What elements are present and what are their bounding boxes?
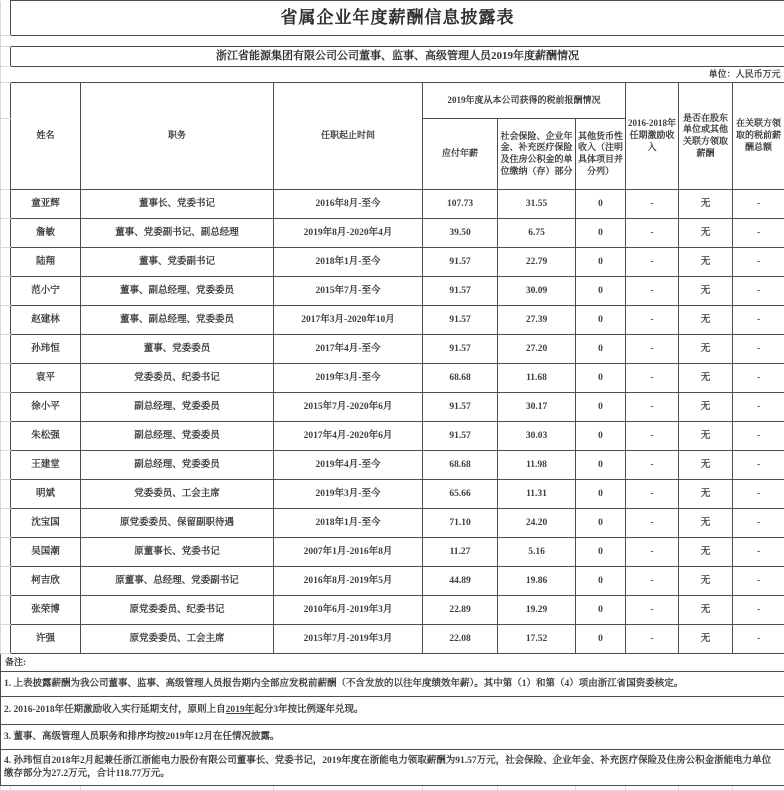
cell-related-total: - bbox=[733, 248, 784, 277]
cell-social-insurance: 17.52 bbox=[498, 625, 576, 654]
table-row bbox=[1, 277, 784, 306]
cell-term-incentive: - bbox=[626, 306, 679, 335]
cell-annual-salary: 91.57 bbox=[423, 248, 498, 277]
cell-position: 党委委员、工会主席 bbox=[81, 480, 274, 509]
page-title: 省属企业年度薪酬信息披露表 bbox=[11, 1, 784, 36]
cell-term-incentive: - bbox=[626, 393, 679, 422]
cell-position: 原党委委员、工会主席 bbox=[81, 625, 274, 654]
cell-annual-salary: 11.27 bbox=[423, 538, 498, 567]
sheet-margin-cell bbox=[1, 364, 11, 393]
cell-term-incentive: - bbox=[626, 451, 679, 480]
sheet-margin-cell bbox=[1, 67, 11, 83]
cell-term-incentive: - bbox=[626, 538, 679, 567]
note-1: 1. 上表披露薪酬为我公司董事、监事、高级管理人员报告期内全部应发税前薪酬（不含发放的以往年度绩效年薪）。其中第（1）和第（4）项由浙江省国资委核定。 bbox=[1, 672, 784, 697]
cell-position: 副总经理、党委委员 bbox=[81, 422, 274, 451]
cell-tenure: 2015年7月-2019年3月 bbox=[274, 625, 423, 654]
cell-shareholder-pay: 无 bbox=[679, 190, 733, 219]
cell-term-incentive: - bbox=[626, 596, 679, 625]
cell-other-income: 0 bbox=[576, 335, 626, 364]
cell-shareholder-pay: 无 bbox=[679, 538, 733, 567]
cell-related-total: - bbox=[733, 335, 784, 364]
cell-name: 陆翔 bbox=[11, 248, 81, 277]
cell-annual-salary: 68.68 bbox=[423, 451, 498, 480]
cell-other-income: 0 bbox=[576, 480, 626, 509]
cell-name: 柯吉欣 bbox=[11, 567, 81, 596]
cell-name: 童亚辉 bbox=[11, 190, 81, 219]
table-row bbox=[1, 480, 784, 509]
cell-tenure: 2015年7月-2020年6月 bbox=[274, 393, 423, 422]
cell-shareholder-pay: 无 bbox=[679, 509, 733, 538]
col-header-shareholder-pay: 是否在股东单位或其他关联方领取薪酬 bbox=[679, 83, 733, 190]
cell-tenure: 2017年4月-至今 bbox=[274, 335, 423, 364]
sheet-margin-cell bbox=[1, 538, 11, 567]
cell-term-incentive: - bbox=[626, 625, 679, 654]
sheet-margin-cell bbox=[1, 190, 11, 219]
note-2-pre: 2. 2016-2018年任期激励收入实行延期支付，原则上自 bbox=[4, 705, 226, 715]
sheet-margin-cell bbox=[1, 480, 11, 509]
cell-social-insurance: 19.29 bbox=[498, 596, 576, 625]
cell-tenure: 2019年3月-至今 bbox=[274, 480, 423, 509]
cell-social-insurance: 5.16 bbox=[498, 538, 576, 567]
cell-annual-salary: 91.57 bbox=[423, 277, 498, 306]
sheet-margin-cell bbox=[1, 422, 11, 451]
cell-shareholder-pay: 无 bbox=[679, 480, 733, 509]
cell-related-total: - bbox=[733, 451, 784, 480]
cell-shareholder-pay: 无 bbox=[679, 219, 733, 248]
cell-social-insurance: 30.03 bbox=[498, 422, 576, 451]
cell-position: 原董事、总经理、党委副书记 bbox=[81, 567, 274, 596]
cell-shareholder-pay: 无 bbox=[679, 596, 733, 625]
cell-name: 詹敏 bbox=[11, 219, 81, 248]
cell-tenure: 2016年8月-2019年5月 bbox=[274, 567, 423, 596]
cell-term-incentive: - bbox=[626, 509, 679, 538]
table-row bbox=[1, 248, 784, 277]
sheet-margin-cell bbox=[1, 335, 11, 364]
cell-related-total: - bbox=[733, 190, 784, 219]
cell-other-income: 0 bbox=[576, 364, 626, 393]
sheet-margin-cell bbox=[1, 393, 11, 422]
cell-social-insurance: 19.86 bbox=[498, 567, 576, 596]
cell-related-total: - bbox=[733, 422, 784, 451]
cell-shareholder-pay: 无 bbox=[679, 335, 733, 364]
cell-shareholder-pay: 无 bbox=[679, 277, 733, 306]
cell-related-total: - bbox=[733, 538, 784, 567]
cell-name: 朱松强 bbox=[11, 422, 81, 451]
cell-position: 原董事长、党委书记 bbox=[81, 538, 274, 567]
sheet-margin-cell bbox=[1, 451, 11, 480]
cell-tenure: 2007年1月-2016年8月 bbox=[274, 538, 423, 567]
cell-tenure: 2019年3月-至今 bbox=[274, 364, 423, 393]
cell-other-income: 0 bbox=[576, 625, 626, 654]
sheet-margin-cell bbox=[1, 219, 11, 248]
cell-social-insurance: 30.09 bbox=[498, 277, 576, 306]
cell-shareholder-pay: 无 bbox=[679, 625, 733, 654]
cell-term-incentive: - bbox=[626, 335, 679, 364]
col-header-social-insurance: 社会保险、企业年金、补充医疗保险及住房公积金的单位缴纳（存）部分 bbox=[498, 119, 576, 190]
cell-tenure: 2017年4月-2020年6月 bbox=[274, 422, 423, 451]
col-header-tenure: 任职起止时间 bbox=[274, 83, 423, 190]
cell-annual-salary: 91.57 bbox=[423, 335, 498, 364]
next-sheet-row bbox=[1, 786, 784, 791]
cell-related-total: - bbox=[733, 567, 784, 596]
cell-related-total: - bbox=[733, 306, 784, 335]
cell-tenure: 2016年8月-至今 bbox=[274, 190, 423, 219]
cell-annual-salary: 22.89 bbox=[423, 596, 498, 625]
cell-term-incentive: - bbox=[626, 480, 679, 509]
sheet-margin-cell bbox=[1, 509, 11, 538]
col-header-position: 职务 bbox=[81, 83, 274, 190]
cell-annual-salary: 91.57 bbox=[423, 306, 498, 335]
cell-shareholder-pay: 无 bbox=[679, 393, 733, 422]
cell-social-insurance: 24.20 bbox=[498, 509, 576, 538]
table-row bbox=[1, 509, 784, 538]
col-header-related-total: 在关联方领取的税前薪酬总额 bbox=[733, 83, 784, 190]
cell-name: 赵建林 bbox=[11, 306, 81, 335]
cell-term-incentive: - bbox=[626, 248, 679, 277]
cell-shareholder-pay: 无 bbox=[679, 248, 733, 277]
cell-position: 党委委员、纪委书记 bbox=[81, 364, 274, 393]
cell-related-total: - bbox=[733, 219, 784, 248]
cell-related-total: - bbox=[733, 393, 784, 422]
table-row bbox=[1, 451, 784, 480]
cell-related-total: - bbox=[733, 480, 784, 509]
note-4: 4. 孙玮恒自2018年2月起兼任浙江浙能电力股份有限公司董事长、党委书记，2019年度在浙能电力领取薪酬为91.57万元，社会保险、企业年金、补充医疗保险及住房公积金浙能电力单位缴存部分为27.2万元，合计118.77万元。 bbox=[1, 750, 784, 786]
cell-shareholder-pay: 无 bbox=[679, 451, 733, 480]
cell-position: 原党委委员、保留副职待遇 bbox=[81, 509, 274, 538]
cell-tenure: 2019年4月-至今 bbox=[274, 451, 423, 480]
cell-other-income: 0 bbox=[576, 596, 626, 625]
cell-annual-salary: 39.50 bbox=[423, 219, 498, 248]
cell-term-incentive: - bbox=[626, 422, 679, 451]
note-2 bbox=[1, 697, 784, 725]
cell-position: 董事、党委委员 bbox=[81, 335, 274, 364]
cell-name: 明斌 bbox=[11, 480, 81, 509]
cell-other-income: 0 bbox=[576, 277, 626, 306]
remark-label: 备注: bbox=[1, 654, 784, 672]
cell-annual-salary: 44.89 bbox=[423, 567, 498, 596]
sheet-margin-cell bbox=[1, 625, 11, 654]
note-2-post: 起分3年按比例逐年兑现。 bbox=[254, 705, 363, 715]
cell-tenure: 2018年1月-至今 bbox=[274, 248, 423, 277]
cell-shareholder-pay: 无 bbox=[679, 306, 733, 335]
cell-social-insurance: 11.31 bbox=[498, 480, 576, 509]
cell-other-income: 0 bbox=[576, 422, 626, 451]
cell-social-insurance: 11.98 bbox=[498, 451, 576, 480]
cell-annual-salary: 107.73 bbox=[423, 190, 498, 219]
cell-name: 张荣博 bbox=[11, 596, 81, 625]
cell-other-income: 0 bbox=[576, 190, 626, 219]
sheet-margin-cell bbox=[1, 119, 11, 190]
cell-name: 吴国潮 bbox=[11, 538, 81, 567]
cell-name: 徐小平 bbox=[11, 393, 81, 422]
table-row bbox=[1, 625, 784, 654]
cell-social-insurance: 6.75 bbox=[498, 219, 576, 248]
sheet-margin-cell bbox=[1, 83, 11, 119]
cell-position: 董事、副总经理、党委委员 bbox=[81, 277, 274, 306]
cell-name: 孙玮恒 bbox=[11, 335, 81, 364]
sheet-margin-cell bbox=[1, 47, 11, 67]
cell-other-income: 0 bbox=[576, 306, 626, 335]
sheet-margin-cell bbox=[1, 306, 11, 335]
cell-other-income: 0 bbox=[576, 538, 626, 567]
sheet-margin-cell bbox=[1, 277, 11, 306]
cell-tenure: 2010年6月-2019年3月 bbox=[274, 596, 423, 625]
col-header-other-income: 其他货币性收入（注明具体项目并分列） bbox=[576, 119, 626, 190]
cell-name: 许强 bbox=[11, 625, 81, 654]
cell-name: 范小宁 bbox=[11, 277, 81, 306]
sheet-margin-cell bbox=[1, 36, 11, 47]
table-row bbox=[1, 596, 784, 625]
table-row bbox=[1, 306, 784, 335]
table-row bbox=[1, 567, 784, 596]
cell-shareholder-pay: 无 bbox=[679, 364, 733, 393]
cell-social-insurance: 30.17 bbox=[498, 393, 576, 422]
cell-related-total: - bbox=[733, 596, 784, 625]
col-header-term-incentive: 2016-2018年任期激励收入 bbox=[626, 83, 679, 190]
page-subtitle: 浙江省能源集团有限公司公司董事、监事、高级管理人员2019年度薪酬情况 bbox=[11, 47, 784, 67]
sheet-margin-cell bbox=[1, 248, 11, 277]
cell-related-total: - bbox=[733, 509, 784, 538]
cell-name: 沈宝国 bbox=[11, 509, 81, 538]
cell-position: 董事、副总经理、党委委员 bbox=[81, 306, 274, 335]
cell-social-insurance: 27.39 bbox=[498, 306, 576, 335]
table-row bbox=[1, 393, 784, 422]
cell-shareholder-pay: 无 bbox=[679, 422, 733, 451]
cell-position: 副总经理、党委委员 bbox=[81, 451, 274, 480]
note-3: 3. 董事、高级管理人员职务和排序均按2019年12月在任情况披露。 bbox=[1, 725, 784, 750]
table-row bbox=[1, 219, 784, 248]
cell-social-insurance: 27.20 bbox=[498, 335, 576, 364]
table-row bbox=[1, 422, 784, 451]
cell-name: 袁平 bbox=[11, 364, 81, 393]
cell-other-income: 0 bbox=[576, 567, 626, 596]
cell-annual-salary: 68.68 bbox=[423, 364, 498, 393]
cell-tenure: 2019年8月-2020年4月 bbox=[274, 219, 423, 248]
cell-tenure: 2017年3月-2020年10月 bbox=[274, 306, 423, 335]
cell-position: 董事、党委副书记、副总经理 bbox=[81, 219, 274, 248]
cell-term-incentive: - bbox=[626, 219, 679, 248]
note-2-year-underline: 2019年 bbox=[226, 705, 255, 715]
col-header-name: 姓名 bbox=[11, 83, 81, 190]
table-row bbox=[1, 190, 784, 219]
cell-related-total: - bbox=[733, 625, 784, 654]
cell-other-income: 0 bbox=[576, 509, 626, 538]
table-row bbox=[1, 335, 784, 364]
cell-annual-salary: 65.66 bbox=[423, 480, 498, 509]
cell-tenure: 2015年7月-至今 bbox=[274, 277, 423, 306]
sheet-margin-cell bbox=[1, 1, 11, 36]
cell-social-insurance: 11.68 bbox=[498, 364, 576, 393]
unit-label: 单位：人民币万元 bbox=[11, 67, 784, 83]
cell-term-incentive: - bbox=[626, 190, 679, 219]
cell-other-income: 0 bbox=[576, 219, 626, 248]
table-row bbox=[1, 538, 784, 567]
cell-other-income: 0 bbox=[576, 451, 626, 480]
cell-shareholder-pay: 无 bbox=[679, 567, 733, 596]
col-header-pretax-group: 2019年度从本公司获得的税前报酬情况 bbox=[423, 83, 626, 119]
cell-name: 王建堂 bbox=[11, 451, 81, 480]
spacer-row bbox=[11, 36, 784, 47]
cell-annual-salary: 22.08 bbox=[423, 625, 498, 654]
sheet-margin-cell bbox=[1, 596, 11, 625]
cell-social-insurance: 22.79 bbox=[498, 248, 576, 277]
cell-social-insurance: 31.55 bbox=[498, 190, 576, 219]
cell-position: 原党委委员、纪委书记 bbox=[81, 596, 274, 625]
cell-annual-salary: 71.10 bbox=[423, 509, 498, 538]
cell-related-total: - bbox=[733, 364, 784, 393]
cell-position: 董事长、党委书记 bbox=[81, 190, 274, 219]
sheet-margin-cell bbox=[1, 567, 11, 596]
cell-related-total: - bbox=[733, 277, 784, 306]
table-row bbox=[1, 364, 784, 393]
cell-other-income: 0 bbox=[576, 393, 626, 422]
cell-tenure: 2018年1月-至今 bbox=[274, 509, 423, 538]
cell-term-incentive: - bbox=[626, 277, 679, 306]
cell-position: 副总经理、党委委员 bbox=[81, 393, 274, 422]
cell-term-incentive: - bbox=[626, 364, 679, 393]
cell-annual-salary: 91.57 bbox=[423, 422, 498, 451]
cell-term-incentive: - bbox=[626, 567, 679, 596]
cell-annual-salary: 91.57 bbox=[423, 393, 498, 422]
col-header-annual-salary: 应付年薪 bbox=[423, 119, 498, 190]
cell-other-income: 0 bbox=[576, 248, 626, 277]
cell-position: 董事、党委副书记 bbox=[81, 248, 274, 277]
